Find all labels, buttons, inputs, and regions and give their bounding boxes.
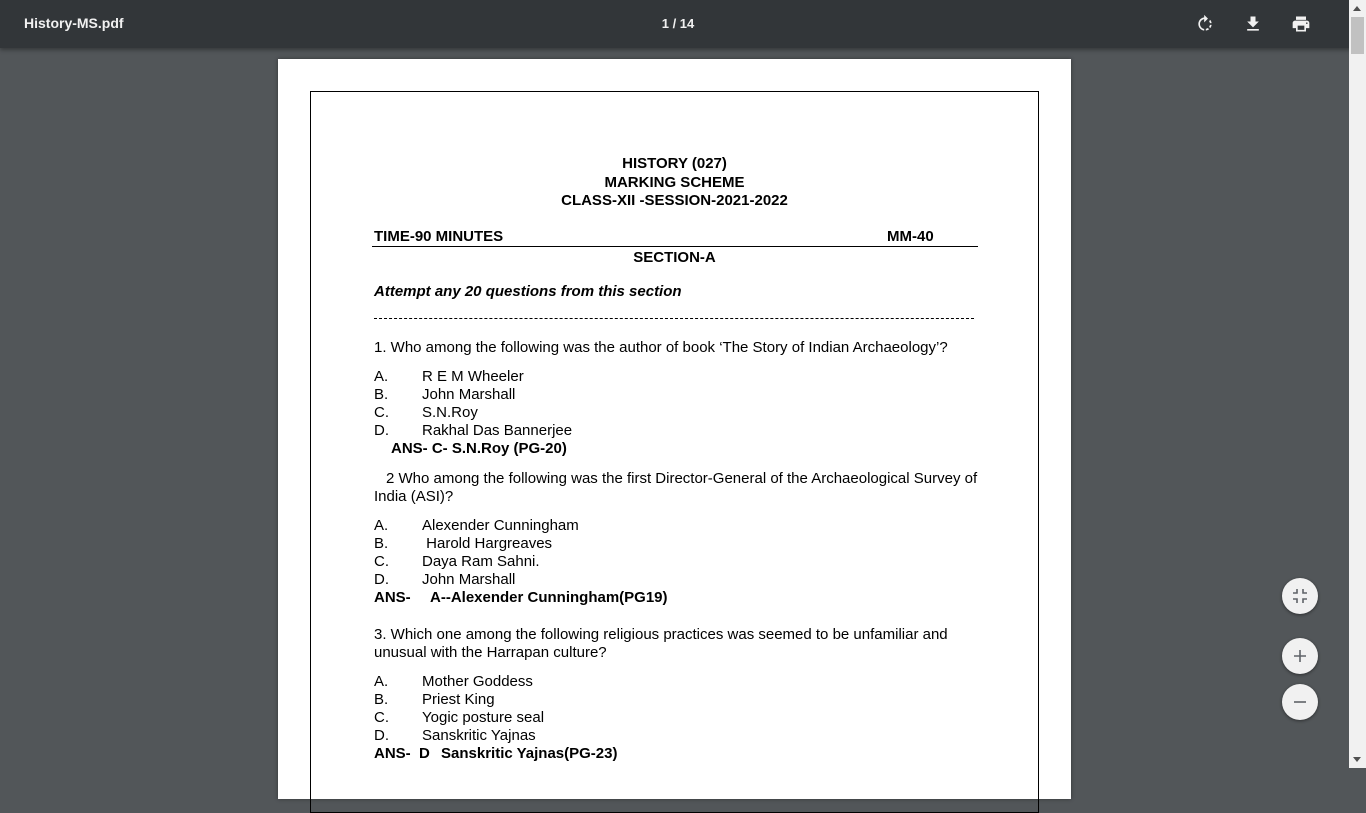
minus-icon xyxy=(1292,694,1308,710)
q1-option-c-letter: C. xyxy=(374,404,389,421)
rotate-button[interactable] xyxy=(1193,12,1217,36)
vertical-scrollbar[interactable] xyxy=(1349,0,1366,768)
q1-option-c-text: S.N.Roy xyxy=(422,404,478,421)
fit-to-page-button[interactable] xyxy=(1282,578,1318,614)
fit-to-page-icon xyxy=(1292,588,1308,604)
q1-option-d-text: Rakhal Das Bannerjee xyxy=(422,422,573,439)
print-icon xyxy=(1291,14,1311,34)
q3-answer-text: Sanskritic Yajnas(PG-23) xyxy=(441,745,618,762)
q2-answer-text: A--Alexender Cunningham(PG19) xyxy=(430,589,668,606)
header-rule xyxy=(372,246,978,247)
q3-option-b-text: Priest King xyxy=(422,691,495,708)
pdf-page xyxy=(278,59,1071,799)
download-icon xyxy=(1243,14,1263,34)
q2-option-b-letter: B. xyxy=(374,535,389,552)
q3-option-c-text: Yogic posture seal xyxy=(422,709,545,726)
q3-option-a-text: Mother Goddess xyxy=(422,673,533,690)
question-1: 1. Who among the following was the author of book ‘The Story of Indian Archaeology’? xyxy=(374,339,948,356)
q1-option-b-text: John Marshall xyxy=(422,386,516,403)
rotate-icon xyxy=(1195,14,1215,34)
marks-label: MM-40 xyxy=(887,228,934,245)
q1-option-a-text: R E M Wheeler xyxy=(422,368,524,385)
q2-answer-prefix: ANS- xyxy=(374,589,411,606)
doc-title-subject: HISTORY (027) xyxy=(622,155,727,172)
q1-option-d-letter: D. xyxy=(374,422,389,439)
q1-answer: ANS- C- S.N.Roy (PG-20) xyxy=(391,440,567,457)
plus-icon xyxy=(1292,648,1308,664)
q2-option-c-letter: C. xyxy=(374,553,389,570)
question-3-line1: 3. Which one among the following religious practices was seemed to be unfamiliar and xyxy=(374,626,948,643)
pdf-toolbar xyxy=(0,0,1366,48)
q3-option-a-letter: A. xyxy=(374,673,389,690)
page-indicator: 1 / 14 xyxy=(661,16,695,31)
q3-option-c-letter: C. xyxy=(374,709,389,726)
q1-option-b-letter: B. xyxy=(374,386,389,403)
section-instruction: Attempt any 20 questions from this section xyxy=(374,283,682,300)
scroll-up-arrow[interactable] xyxy=(1349,0,1366,17)
scrollbar-thumb[interactable] xyxy=(1351,17,1364,54)
section-heading: SECTION-A xyxy=(633,249,716,266)
q2-option-d-text: John Marshall xyxy=(422,571,516,588)
file-name: History-MS.pdf xyxy=(24,15,124,31)
q2-option-b-text: Harold Hargreaves xyxy=(422,535,553,552)
q2-option-d-letter: D. xyxy=(374,571,389,588)
q2-option-a-text: Alexender Cunningham xyxy=(422,517,579,534)
print-button[interactable] xyxy=(1289,12,1313,36)
zoom-in-button[interactable] xyxy=(1282,638,1318,674)
zoom-out-button[interactable] xyxy=(1282,684,1318,720)
q2-option-a-letter: A. xyxy=(374,517,389,534)
download-button[interactable] xyxy=(1241,12,1265,36)
q3-answer-prefix: ANS- D xyxy=(374,745,430,762)
question-3-line2: unusual with the Harrapan culture? xyxy=(374,644,607,661)
question-2-line1: 2 Who among the following was the first Director-General of the Archaeological Survey of xyxy=(386,470,978,487)
q3-option-d-text: Sanskritic Yajnas xyxy=(422,727,536,744)
scroll-down-arrow[interactable] xyxy=(1349,751,1366,768)
question-2-line2: India (ASI)? xyxy=(374,488,454,505)
dashed-separator xyxy=(374,318,974,319)
time-label: TIME-90 MINUTES xyxy=(374,228,504,245)
doc-title-scheme: MARKING SCHEME xyxy=(604,174,745,191)
q3-option-d-letter: D. xyxy=(374,727,389,744)
q3-option-b-letter: B. xyxy=(374,691,389,708)
doc-title-class: CLASS-XII -SESSION-2021-2022 xyxy=(561,192,788,209)
q2-option-c-text: Daya Ram Sahni. xyxy=(422,553,540,570)
q1-option-a-letter: A. xyxy=(374,368,389,385)
